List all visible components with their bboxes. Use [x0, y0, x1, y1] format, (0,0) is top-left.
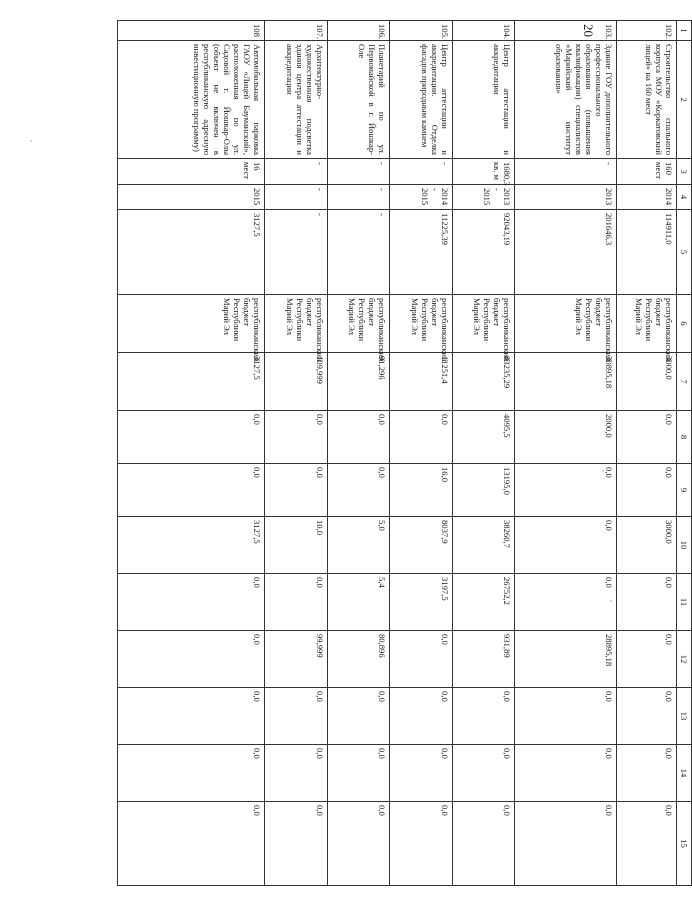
cell-c7: 3127,5 — [118, 353, 266, 411]
col-header: 2 — [677, 41, 692, 159]
cell-c7: 83235,29 — [452, 353, 514, 411]
cell-name: Планетарий по ул. Первомайской в г. Йошкар-Оле — [327, 41, 389, 159]
col-header: 1 — [677, 21, 692, 41]
cell-c11: 3197,5 — [390, 574, 452, 631]
col-header: 15 — [677, 802, 692, 886]
cell-c8: 0,0 — [118, 411, 266, 464]
col-header: 7 — [677, 353, 692, 411]
cell-c6: республиканский бюджет Республики Марий Эл — [327, 295, 389, 353]
cell-c3: - — [390, 159, 452, 185]
cell-c9: 0,0 — [617, 464, 677, 517]
cell-c5: - — [327, 210, 389, 295]
cell-c15: 0,0 — [617, 802, 677, 886]
cell-c14: 0,0 — [515, 745, 617, 802]
cell-c3: 16 мест — [118, 159, 266, 185]
cell-c14: 0,0 — [617, 745, 677, 802]
cell-c4: 2014 — [617, 185, 677, 210]
cell-c13: 0,0 — [327, 688, 389, 745]
page-number: 20 — [581, 24, 596, 37]
cell-c14: 0,0 — [452, 745, 514, 802]
cell-c8: 0,0 — [617, 411, 677, 464]
scan-speck — [30, 140, 32, 142]
cell-c14: 0,0 — [118, 745, 266, 802]
cell-c15: 0,0 — [327, 802, 389, 886]
cell-c5: 11225,39 — [390, 210, 452, 295]
cell-c12: 80,896 — [327, 631, 389, 688]
cell-c10: 5,0 — [327, 517, 389, 574]
cell-c6: республиканский бюджет Республики Марий Эл — [515, 295, 617, 353]
cell-name: Центр аттестации и аккредитации — [452, 41, 514, 159]
cell-c8: 0,0 — [265, 411, 327, 464]
cell-c14: 0,0 — [390, 745, 452, 802]
col-header: 13 — [677, 688, 692, 745]
cell-no: 105. — [390, 21, 452, 41]
cell-c15: 0,0 — [265, 802, 327, 886]
cell-c3: 160 мест — [617, 159, 677, 185]
cell-c9: 16,0 — [390, 464, 452, 517]
cell-c4: - — [327, 185, 389, 210]
col-header: 9 — [677, 464, 692, 517]
cell-c10: 0,0 — [515, 517, 617, 574]
cell-c9: 0,0 — [265, 464, 327, 517]
cell-c15: 0,0 — [452, 802, 514, 886]
cell-c12: 931,89 — [452, 631, 514, 688]
table-row — [327, 21, 389, 886]
cell-c14: 0,0 — [265, 745, 327, 802]
cell-c11: 5,4 — [327, 574, 389, 631]
table-row — [515, 21, 617, 886]
cell-c8: 2000,0 — [515, 411, 617, 464]
cell-c4: - — [265, 185, 327, 210]
cell-no: 103. — [515, 21, 617, 41]
cell-c9: 0,0 — [515, 464, 617, 517]
cell-c13: 0,0 — [452, 688, 514, 745]
cell-c13: 0,0 — [118, 688, 266, 745]
cell-c11: 0,0 — [118, 574, 266, 631]
cell-c9: 0,0 — [118, 464, 266, 517]
col-header: 14 — [677, 745, 692, 802]
table-row — [118, 21, 266, 886]
cell-c7: 3000,0 — [617, 353, 677, 411]
cell-name: Здание ГОУ дополнительного профессионального образования (повышения квалификации) специалистов «Марийский институт образования» — [515, 41, 617, 159]
cell-c3: - — [265, 159, 327, 185]
cell-c13: 0,0 — [617, 688, 677, 745]
cell-c4: 2013 - 2015 — [452, 185, 514, 210]
cell-c12: 0,0 — [617, 631, 677, 688]
table-row — [265, 21, 327, 886]
cell-name: Архитектурно-художественная подсветка здания центра аттестации и аккредитации — [265, 41, 327, 159]
cell-c7: 11251,4 — [390, 353, 452, 411]
cell-c3: 1680,3 кв. м — [452, 159, 514, 185]
cell-c4: 2014 - 2015 — [390, 185, 452, 210]
cell-c8: 0,0 — [390, 411, 452, 464]
cell-c12: 0,0 — [118, 631, 266, 688]
cell-no: 108 — [118, 21, 266, 41]
col-header: 10 — [677, 517, 692, 574]
cell-c10: 38260,7 — [452, 517, 514, 574]
cell-c13: 0,0 — [515, 688, 617, 745]
col-header: 3 — [677, 159, 692, 185]
cell-c7: 91,296 — [327, 353, 389, 411]
cell-c15: 0,0 — [515, 802, 617, 886]
cell-c13: 0,0 — [390, 688, 452, 745]
cell-c7: 30895,18 — [515, 353, 617, 411]
col-header: 6 — [677, 295, 692, 353]
column-number-row — [677, 21, 692, 886]
cell-c5: 201646,3 — [515, 210, 617, 295]
cell-c10: 3000,0 — [617, 517, 677, 574]
col-header: 12 — [677, 631, 692, 688]
cell-c6: республиканский бюджет Республики Марий Эл — [390, 295, 452, 353]
table-row — [390, 21, 452, 886]
cell-no: 106. — [327, 21, 389, 41]
cell-c10: 3127,5 — [118, 517, 266, 574]
col-header: 4 — [677, 185, 692, 210]
cell-c5: 92043,19 — [452, 210, 514, 295]
cell-c7: 109,999 — [265, 353, 327, 411]
cell-c11: 0,0 — [515, 574, 617, 631]
cell-c4: 2015 — [118, 185, 266, 210]
rotated-table-container — [117, 20, 692, 885]
cell-c11: 0,0 — [617, 574, 677, 631]
investment-table — [117, 20, 692, 886]
cell-c3: - — [327, 159, 389, 185]
cell-c10: 10,0 — [265, 517, 327, 574]
cell-c10: 8037,9 — [390, 517, 452, 574]
cell-name: Центр аттестации и аккредитации. Отделка фасадов природным камнем — [390, 41, 452, 159]
cell-no: 102. — [617, 21, 677, 41]
col-header: 8 — [677, 411, 692, 464]
cell-c11: 26752,2 — [452, 574, 514, 631]
cell-c15: 0,0 — [118, 802, 266, 886]
cell-no: 104. — [452, 21, 514, 41]
table-row — [452, 21, 514, 886]
cell-c14: 0,0 — [327, 745, 389, 802]
cell-c4: 2013 — [515, 185, 617, 210]
col-header: 11 — [677, 574, 692, 631]
cell-c6: республиканский бюджет Республики Марий Эл — [617, 295, 677, 353]
cell-c12: 99,999 — [265, 631, 327, 688]
cell-c6: республиканский бюджет Республики Марий Эл — [118, 295, 266, 353]
table-row — [617, 21, 677, 886]
col-header: 5 — [677, 210, 692, 295]
cell-c12: 28895,18 — [515, 631, 617, 688]
cell-c5: 114911,0 — [617, 210, 677, 295]
cell-name: Строительство спального корпуса МОУ «Коркатовский лицей» на 160 мест — [617, 41, 677, 159]
scan-speck — [602, 470, 604, 472]
scan-speck — [610, 600, 612, 602]
cell-c5: - — [265, 210, 327, 295]
cell-c9: 13195,0 — [452, 464, 514, 517]
cell-c11: 0,0 — [265, 574, 327, 631]
cell-c3: - — [515, 159, 617, 185]
cell-c13: 0,0 — [265, 688, 327, 745]
cell-c15: 0,0 — [390, 802, 452, 886]
cell-no: 107. — [265, 21, 327, 41]
cell-c8: 0,0 — [327, 411, 389, 464]
cell-c6: республиканский бюджет Республики Марий Эл — [265, 295, 327, 353]
cell-c12: 0,0 — [390, 631, 452, 688]
cell-c9: 0,0 — [327, 464, 389, 517]
cell-c6: республиканский бюджет Республики Марий Эл — [452, 295, 514, 353]
cell-c8: 4095,5 — [452, 411, 514, 464]
cell-c5: 3127,5 — [118, 210, 266, 295]
cell-name: Автомобильная парковка ГАОУ «Лицей Бауманский», расположенная по ул. Садовой г. Йошкар-Олы (объект не включен в республиканскую адресную инвестиционную программу) — [118, 41, 266, 159]
